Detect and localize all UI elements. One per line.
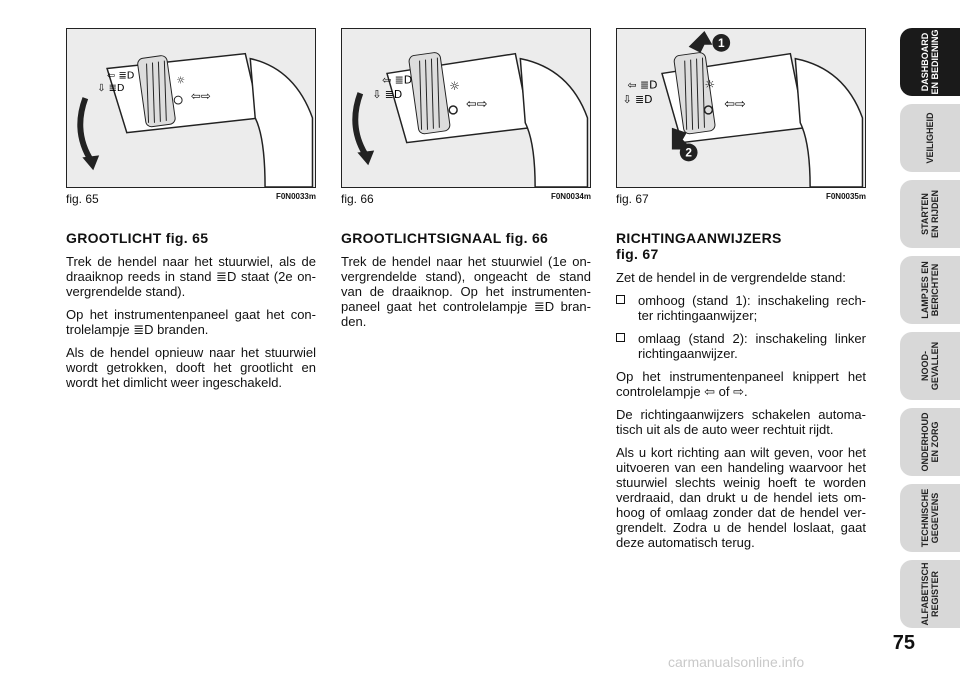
figure-code: F0N0035m	[825, 192, 866, 201]
tab-label: TECHNISCHE GEGEVENS	[920, 488, 940, 548]
figure-67-caption-row	[616, 192, 866, 208]
lever-illustration-67	[617, 29, 865, 187]
svg-text:⇦ ≣D: ⇦ ≣D	[107, 70, 135, 82]
section-heading	[616, 230, 866, 262]
svg-text:⇩ ≣D: ⇩ ≣D	[372, 88, 403, 102]
section-heading: GROOTLICHT fig. 65	[66, 230, 209, 246]
tab-register[interactable]	[900, 560, 960, 628]
section-grootlicht	[66, 230, 316, 398]
lever-illustration-65	[67, 29, 315, 187]
svg-text:⇦⇨: ⇦⇨	[466, 97, 488, 112]
tab-noodgevallen[interactable]	[900, 332, 960, 400]
tab-label: ALFABETISCH REGISTER	[920, 562, 940, 626]
tab-label: NOOD- GEVALLEN	[920, 341, 940, 391]
svg-text:⇦⇨: ⇦⇨	[724, 97, 746, 112]
heading-line: RICHTINGAANWIJZERS	[616, 230, 782, 246]
tab-label: LAMPJES EN BERICHTEN	[920, 261, 940, 319]
figure-code: F0N0033m	[275, 192, 316, 201]
bullet-item	[616, 293, 866, 323]
bullet-item	[616, 331, 866, 361]
svg-text:⇩ ≣D: ⇩ ≣D	[97, 83, 125, 95]
section-grootlichtsignaal	[341, 230, 591, 337]
figure-66-caption-row	[341, 192, 591, 208]
svg-text:⇦⇨: ⇦⇨	[191, 89, 211, 104]
paragraph: Op het instrumentenpaneel knippert het controlelampje ⇦ of ⇨.	[616, 369, 866, 399]
tab-label: DASHBOARD EN BEDIENING	[920, 29, 940, 95]
paragraph: Trek de hendel naar het stuurwiel (1e on- vergrendelde stand), ongeacht de stand van de draaiknop. Op het instrumenten- paneel gaat het controlelampje ≣D bran- den.	[341, 254, 591, 329]
bullet-text: omhoog (stand 1): inschakeling rech- ter richtingaanwijzer;	[638, 293, 866, 323]
figure-caption: fig. 66	[341, 192, 374, 206]
callout-2-label: 2	[685, 145, 692, 160]
figure-caption: fig. 65	[66, 192, 99, 206]
paragraph: Op het instrumentenpaneel gaat het con- trolelampje ≣D branden.	[66, 307, 316, 337]
page-number: 75	[892, 632, 915, 654]
paragraph: Trek de hendel naar het stuurwiel, als de draaiknop reeds in stand ≣D staat (2e on- vergrendelde stand).	[66, 254, 316, 299]
chapter-tabs	[888, 0, 960, 678]
figure-65-caption-row	[66, 192, 316, 208]
paragraph: De richtingaanwijzers schakelen automa- tisch uit als de auto weer rechtuit rijdt.	[616, 407, 866, 437]
tab-label: ONDERHOUD EN ZORG	[920, 412, 940, 472]
watermark: carmanualsonline.info	[668, 654, 805, 670]
svg-text:⇦ ≣D: ⇦ ≣D	[382, 73, 413, 87]
checkbox-bullet-icon	[616, 333, 625, 342]
tab-label: STARTEN EN RIJDEN	[920, 189, 940, 239]
tab-starten[interactable]	[900, 180, 960, 248]
tab-lampjes[interactable]	[900, 256, 960, 324]
bullet-text: omlaag (stand 2): inschakeling linker richtingaanwijzer.	[638, 331, 866, 361]
tab-label: VEILIGHEID	[925, 112, 935, 164]
svg-text:⇦ ≣D: ⇦ ≣D	[627, 78, 658, 92]
callout-1-label: 1	[717, 35, 725, 50]
tab-veiligheid[interactable]	[900, 104, 960, 172]
paragraph: Als de hendel opnieuw naar het stuurwiel wordt getrokken, dooft het grootlicht en wordt het dimlicht weer ingeschakeld.	[66, 345, 316, 390]
heading-line: fig. 67	[616, 246, 659, 262]
checkbox-bullet-icon	[616, 295, 625, 304]
figure-65	[66, 28, 316, 188]
svg-text:☼: ☼	[176, 75, 186, 87]
svg-text:☼: ☼	[704, 77, 716, 92]
figure-code: F0N0034m	[550, 192, 591, 201]
lever-illustration-66	[342, 29, 590, 187]
tab-dashboard[interactable]	[900, 28, 960, 96]
paragraph: Als u kort richting aan wilt geven, voor het uitvoeren van een handeling waarvoor het stuurwiel slechts weinig hoeft te worden verdraaid, dan drukt u de hendel iets om- hoog of omlaag zonder dat de hendel ver- grendelt. Zodra u de hendel loslaat, gaat deze automatisch terug.	[616, 445, 866, 550]
figure-caption: fig. 67	[616, 192, 649, 206]
figure-67	[616, 28, 866, 188]
tab-onderhoud[interactable]	[900, 408, 960, 476]
tab-technische[interactable]	[900, 484, 960, 552]
section-richtingaanwijzers	[616, 230, 866, 558]
paragraph: Zet de hendel in de vergrendelde stand:	[616, 270, 846, 285]
svg-text:☼: ☼	[449, 79, 460, 94]
svg-text:⇩ ≣D: ⇩ ≣D	[622, 93, 653, 107]
figure-66	[341, 28, 591, 188]
section-heading: GROOTLICHTSIGNAAL fig. 66	[341, 230, 549, 246]
